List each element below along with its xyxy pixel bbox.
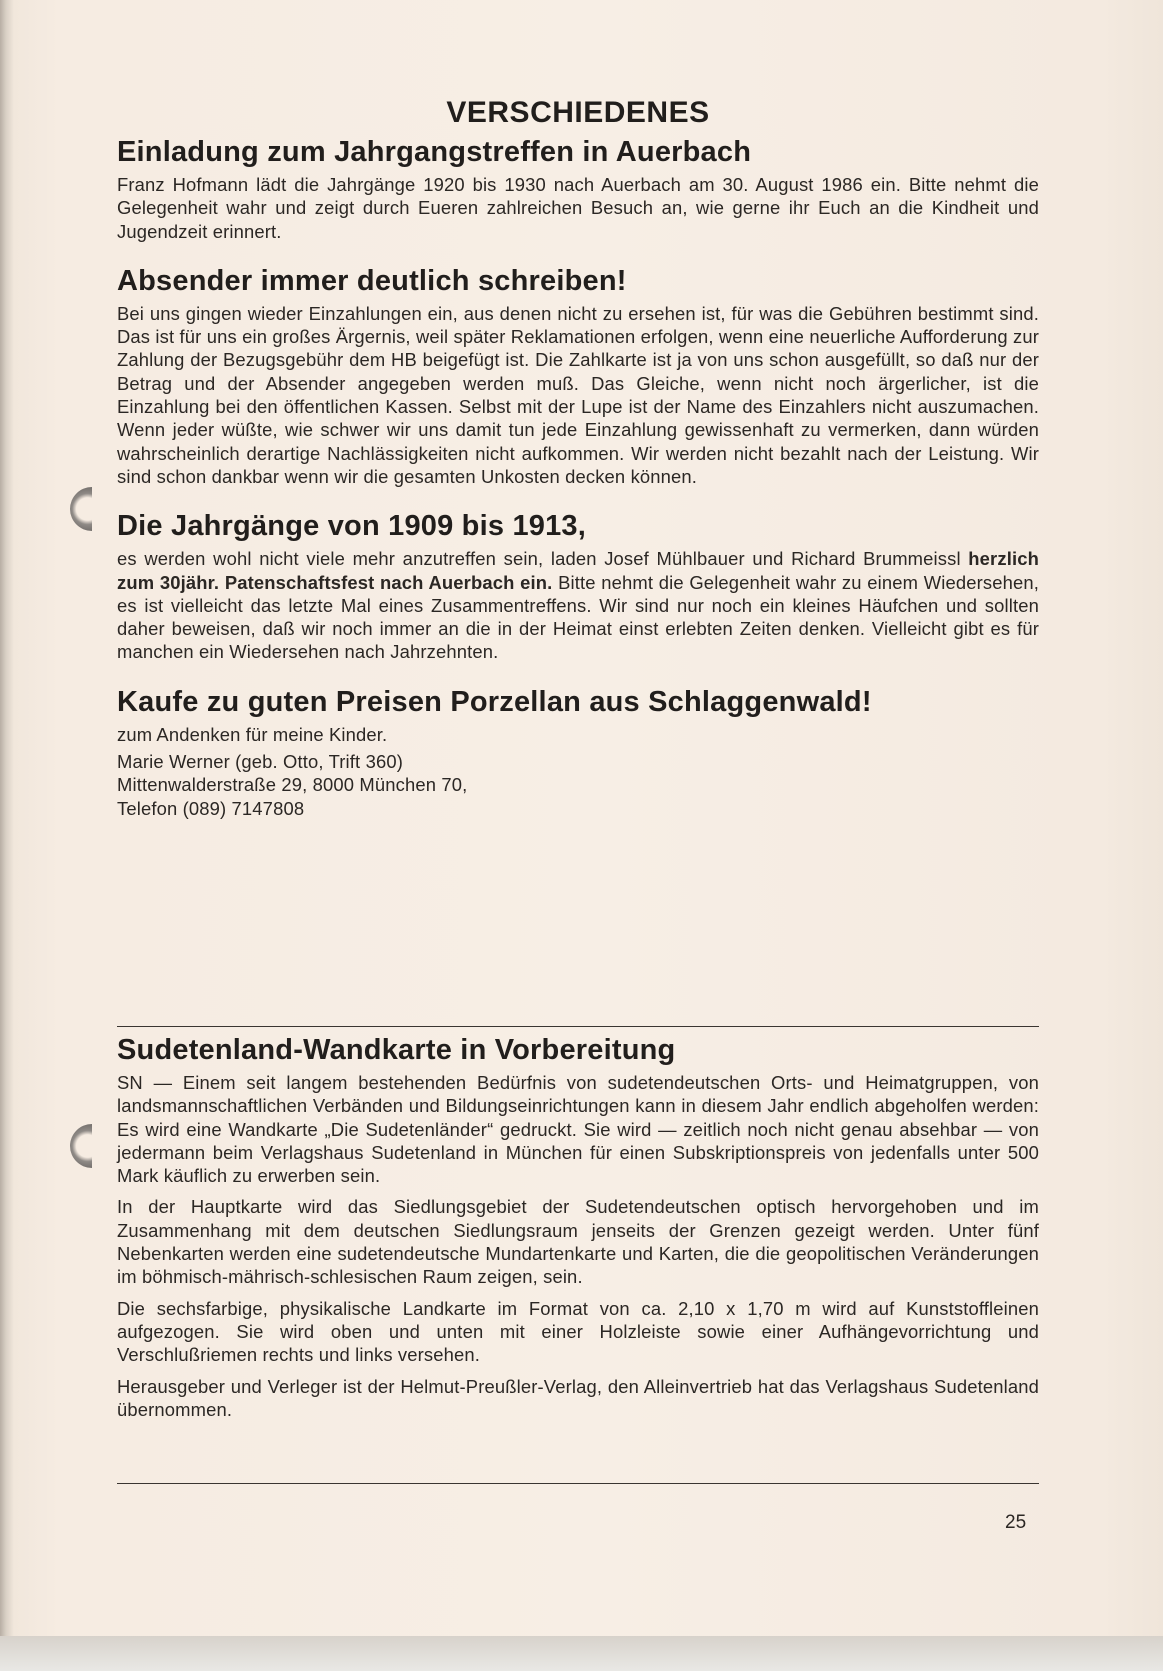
article-wandkarte <box>117 1032 1039 1421</box>
article-absender <box>117 263 1039 488</box>
article-jahrgangstreffen <box>117 134 1039 243</box>
punch-hole-bottom <box>70 1124 92 1168</box>
article-paragraph: Herausgeber und Verleger ist der Helmut-Preußler-Verlag, den Alleinvertrieb hat das Verlagshaus Sudetenland übernommen. <box>117 1375 1039 1420</box>
page-content-lower <box>117 1032 1039 1421</box>
separator-line-bottom <box>117 1483 1039 1484</box>
article-title: Absender immer deutlich schreiben! <box>117 264 627 297</box>
contact-line: zum Andenken für meine Kinder. <box>117 723 388 745</box>
article-body-rest: Bitte nehmt die Gelegenheit wahr zu einem Wiedersehen, es ist vielleicht das letzte Mal eines Zusammentreffens. Wir sind nur noch ein kleines Häufchen und sollten daher beweisen, daß wir noch immer an die in der Heimat einst erlebten Zeiten denken. Vielleicht gibt es für manchen ein Wiedersehen nach Jahrzehnten. <box>117 571 1039 663</box>
article-body-highlight: herzlich zum 30jähr. Patenschaftsfest nach Auerbach ein. <box>117 548 1039 593</box>
contact-address: Mittenwalderstraße 29, 8000 München 70, <box>117 774 468 796</box>
article-title: Sudetenland-Wandkarte in Vorbereitung <box>117 1034 676 1066</box>
page-content <box>117 96 1039 821</box>
section-header: VERSCHIEDENES <box>446 96 710 129</box>
contact-phone: Telefon (089) 7147808 <box>117 798 305 820</box>
article-body: Bei uns gingen wieder Einzahlungen ein, aus denen nicht zu ersehen ist, für was die Gebühren bestimmt sind. Das ist für uns ein großes Ärgernis, weil später Reklamationen erfolgen, wenn eine neuerliche Aufforderung zur Zahlung der Bezugsgebühr dem HB beigefügt ist. Die Zahlkarte ist ja von uns schon ausgefüllt, so daß nur der Betrag und der Absender angegeben werden muß. Das Gleiche, wenn nicht noch ärgerlicher, ist die Einzahlung bei den öffentlichen Kassen. Selbst mit der Lupe ist der Name des Einzahlers nicht auszumachen. Wenn jeder wüßte, wie schwer wir uns damit tun jede Einzahlung gewissenhaft zu vermerken, dann würden wahrscheinlich derartige Nachlässigkeiten nicht aufkommen. Wir werden nicht bezahlt nach der Leistung. Wir sind schon dankbar wenn wir die gesamten Unkosten decken können. <box>117 302 1039 487</box>
article-porzellan <box>117 684 1039 821</box>
page-number: 25 <box>1005 1512 1027 1533</box>
separator-line-top <box>117 1026 1039 1027</box>
contact-name: Marie Werner (geb. Otto, Trift 360) <box>117 750 403 772</box>
article-paragraph: In der Hauptkarte wird das Siedlungsgebiet der Sudetendeutschen optisch hervorgehoben und im Zusammenhang mit dem deutschen Siedlungsraum jenseits der Grenzen gezeigt werden. Unter fünf Nebenkarten werden eine sudetendeutsche Mundartenkarte und Karten, die die geopolitischen Veränderungen im böhmisch-mährisch-schlesischen Raum zeigen, sein. <box>117 1196 1039 1288</box>
punch-hole-top <box>70 487 92 531</box>
article-title: Die Jahrgänge von 1909 bis 1913, <box>117 510 587 543</box>
article-body <box>117 547 1039 663</box>
article-body-intro: es werden wohl nicht viele mehr anzutreffen sein, laden Josef Mühlbauer und Richard Brummeissl <box>117 548 969 570</box>
article-paragraph: Die sechsfarbige, physikalische Landkarte im Format von ca. 2,10 x 1,70 m wird auf Kunststoffleinen aufgezogen. Sie wird oben und unten mit einer Holzleiste sowie einer Aufhängevorrichtung und Verschlußriemen rechts und links versehen. <box>117 1297 1039 1366</box>
article-paragraph: SN — Einem seit langem bestehenden Bedürfnis von sudetendeutschen Orts- und Heimatgruppen, von landsmannschaftlichen Verbänden und Bildungseinrichtungen kann in diesem Jahr endlich abgeholfen werden: Es wird eine Wandkarte „Die Sudetenländer“ gedruckt. Sie wird — zeitlich noch nicht genau absehbar — von jedermann beim Verlagshaus Sudetenland in München für einen Subskriptionspreis von jedenfalls unter 500 Mark käuflich zu erwerben sein. <box>117 1072 1039 1187</box>
article-body: Franz Hofmann lädt die Jahrgänge 1920 bis 1930 nach Auerbach am 30. August 1986 ein. Bitte nehmt die Gelegenheit wahr und zeigt durch Eueren zahlreichen Besuch an, wie gerne ihr Euch an die Kindheit und Jugendzeit erinnert. <box>117 174 1039 242</box>
article-title: Kaufe zu guten Preisen Porzellan aus Schlaggenwald! <box>117 685 872 718</box>
article-title: Einladung zum Jahrgangstreffen in Auerbach <box>117 136 752 168</box>
article-jahrgaenge <box>117 508 1039 663</box>
page-edge <box>0 1636 1163 1671</box>
